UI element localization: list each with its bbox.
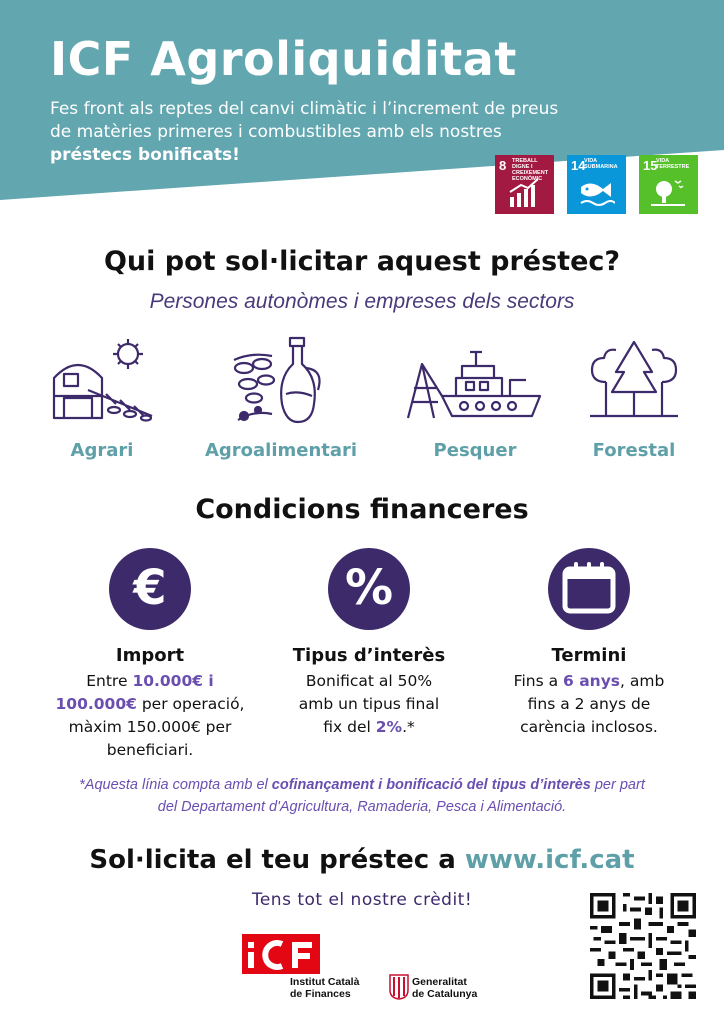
term-text: Fins a 6 anys, amb fins a 2 anys de carència inclosos. <box>513 672 665 736</box>
olive-oil-icon <box>228 334 338 426</box>
sdg-badge-14: 14 VIDA SUBMARINA <box>567 155 626 214</box>
sector-label-agroalimentari: Agroalimentari <box>204 440 358 461</box>
cta-heading: Sol·licita el teu préstec a www.icf.cat <box>89 845 635 875</box>
euro-icon: € <box>133 560 167 616</box>
import-text: Entre 10.000€ i 100.000€ per operació, màxim 150.000€ per beneficiari. <box>55 672 245 759</box>
conditions-heading: Condicions financeres <box>195 494 529 525</box>
generalitat-shield-icon <box>389 974 409 1000</box>
cofinancing-note: *Aquesta línia compta amb el cofinançament i bonificació del tipus d’interès per part del Departament d'Agricultura, Ramaderia, Pesca i Alimentació. <box>79 777 645 815</box>
tagline: Tens tot el nostre crèdit! <box>251 890 473 910</box>
calendar-circle <box>548 548 630 630</box>
sector-label-pesquer: Pesquer <box>433 440 517 461</box>
header-subtitle: Fes front als reptes del canvi climàtic i l’increment de preus de matèries primeres i combustibles amb els nostres préstecs bonificats! <box>50 99 559 165</box>
bar-chart-icon <box>507 177 541 209</box>
interest-title: Tipus d’interès <box>292 645 446 666</box>
percent-circle <box>328 548 410 630</box>
calendar-icon <box>548 548 630 630</box>
term-title: Termini <box>551 645 627 666</box>
generalitat-name: Generalitat de Catalunya <box>412 976 478 1000</box>
sector-label-forestal: Forestal <box>592 440 676 461</box>
barn-icon <box>48 338 158 423</box>
forest-icon <box>586 336 682 422</box>
sectors-lead: Persones autonòmes i empreses dels sectors <box>149 290 575 313</box>
import-title: Import <box>115 645 185 666</box>
percent-icon: % <box>344 560 394 616</box>
icf-website-link[interactable]: www.icf.cat <box>464 845 635 875</box>
sector-label-agrari: Agrari <box>70 440 134 461</box>
icf-logo <box>242 934 320 974</box>
icf-name: Institut Català de Finances <box>290 976 360 1000</box>
who-heading: Qui pot sol·licitar aquest préstec? <box>103 246 621 277</box>
sdg-badge-8: 8 TREBALL DIGNE I CREIXEMENT ECONÒMIC <box>495 155 554 214</box>
fish-icon <box>579 177 615 207</box>
fishing-boat-icon <box>406 338 544 423</box>
qr-code[interactable] <box>590 893 696 999</box>
tree-bird-icon <box>651 177 687 209</box>
page-title: ICF Agroliquiditat <box>50 32 517 86</box>
interest-text: Bonificat al 50% amb un tipus final fix del 2%.* <box>298 672 440 736</box>
euro-circle <box>109 548 191 630</box>
sdg-badge-15: 15 VIDA TERRESTRE <box>639 155 698 214</box>
